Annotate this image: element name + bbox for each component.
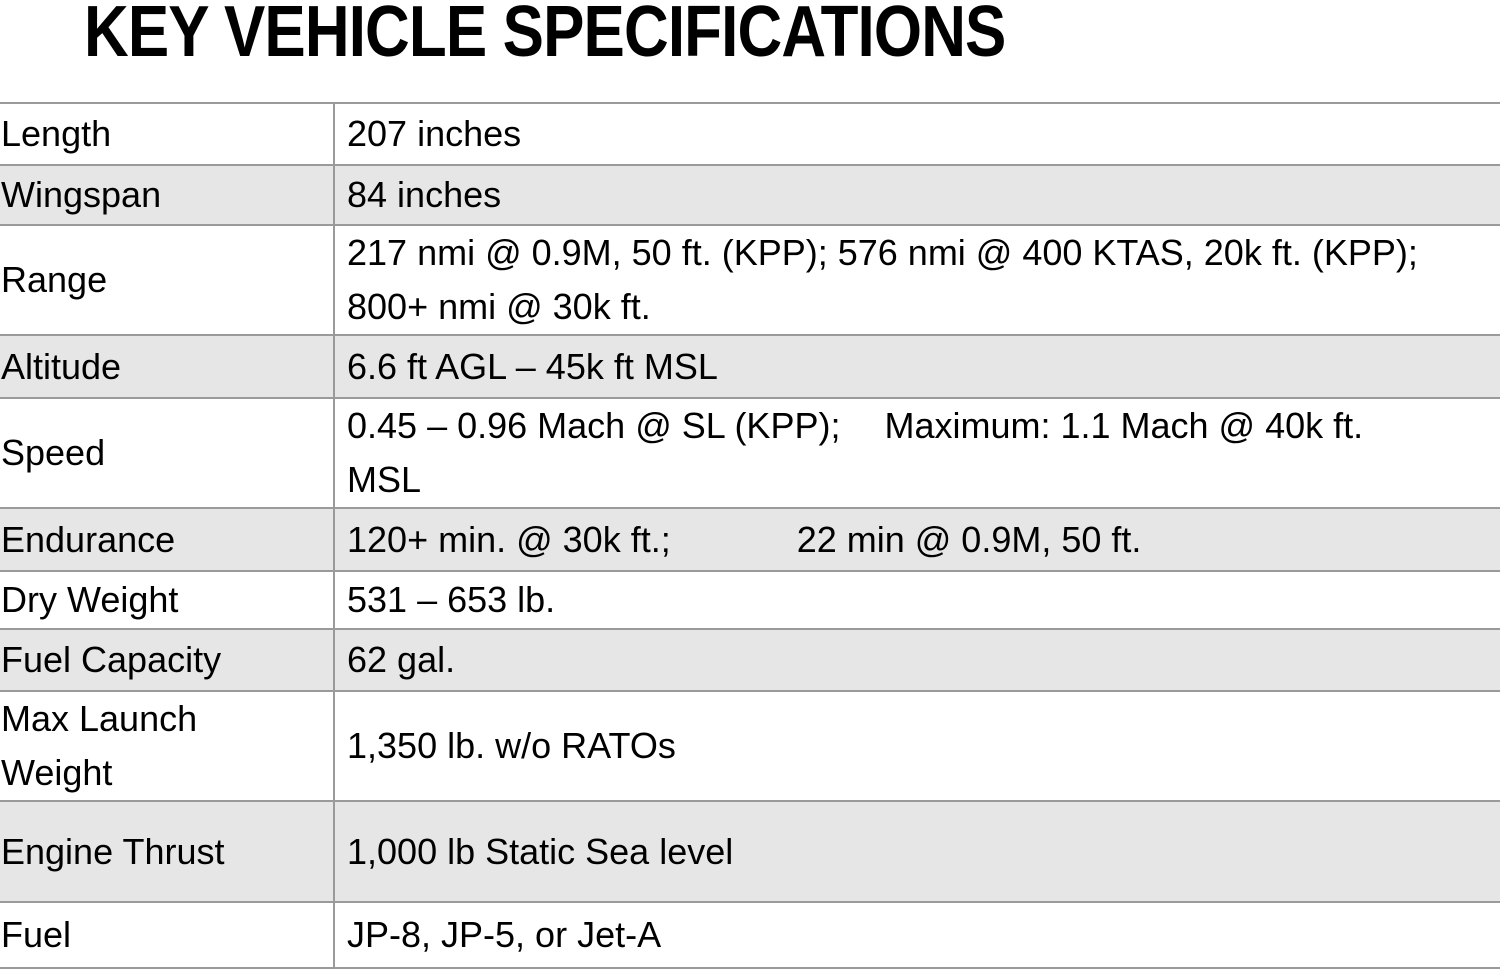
spec-value-line: MSL (347, 459, 422, 500)
spec-value: 1,350 lb. w/o RATOs (347, 725, 676, 766)
spec-value: 62 gal. (334, 629, 1500, 691)
spec-label: Range (0, 225, 334, 335)
spec-label-line: Weight (1, 752, 113, 793)
page-title: KEY VEHICLE SPECIFICATIONS (84, 0, 1006, 72)
spec-value-part: Maximum: 1.1 Mach @ 40k ft. (884, 405, 1364, 446)
spec-value: JP-8, JP-5, or Jet-A (347, 914, 662, 955)
spec-label: Speed (0, 398, 334, 508)
spec-value (334, 225, 1500, 335)
spec-value: 84 inches (334, 165, 1500, 225)
spec-label (0, 691, 334, 801)
spec-label: Fuel Capacity (0, 629, 334, 691)
spec-value: 1,000 lb Static Sea level (334, 801, 1500, 902)
spec-value-part: 0.45 – 0.96 Mach @ SL (KPP); (347, 405, 841, 446)
table-row-wingspan (0, 165, 1500, 225)
table-row-max-launch-weight (0, 691, 1500, 801)
table-row-range (0, 225, 1500, 335)
table-row-fuel-capacity (0, 629, 1500, 691)
spec-label: Engine Thrust (0, 801, 334, 902)
spec-value (334, 398, 1500, 508)
spec-value-part: 120+ min. @ 30k ft.; (347, 518, 671, 560)
table-row-engine-thrust (0, 801, 1500, 902)
spec-label: Altitude (0, 335, 334, 398)
table-row-length (0, 103, 1500, 165)
table-row-speed (0, 398, 1500, 508)
spec-label: Fuel (0, 902, 334, 968)
spec-value: 531 – 653 lb. (347, 579, 556, 620)
spec-value: 207 inches (347, 113, 522, 154)
spec-value-line: 217 nmi @ 0.9M, 50 ft. (KPP); 576 nmi @ 400 KTAS, 20k ft. (KPP); (347, 232, 1418, 273)
spec-label: Dry Weight (0, 571, 334, 629)
table-row-dry-weight (0, 571, 1500, 629)
table-row-fuel (0, 902, 1500, 968)
spec-label: Length (0, 103, 334, 165)
table-row-endurance (0, 508, 1500, 571)
spec-value: 6.6 ft AGL – 45k ft MSL (334, 335, 1500, 398)
table-row-altitude (0, 335, 1500, 398)
specifications-table (0, 102, 1500, 969)
spec-label: Wingspan (0, 165, 334, 225)
spec-label: Endurance (0, 508, 334, 571)
spec-label-line: Max Launch (1, 698, 198, 739)
spec-value-line: 800+ nmi @ 30k ft. (347, 286, 651, 327)
spec-value (334, 508, 1500, 571)
spec-value-part: 22 min @ 0.9M, 50 ft. (796, 518, 1142, 560)
